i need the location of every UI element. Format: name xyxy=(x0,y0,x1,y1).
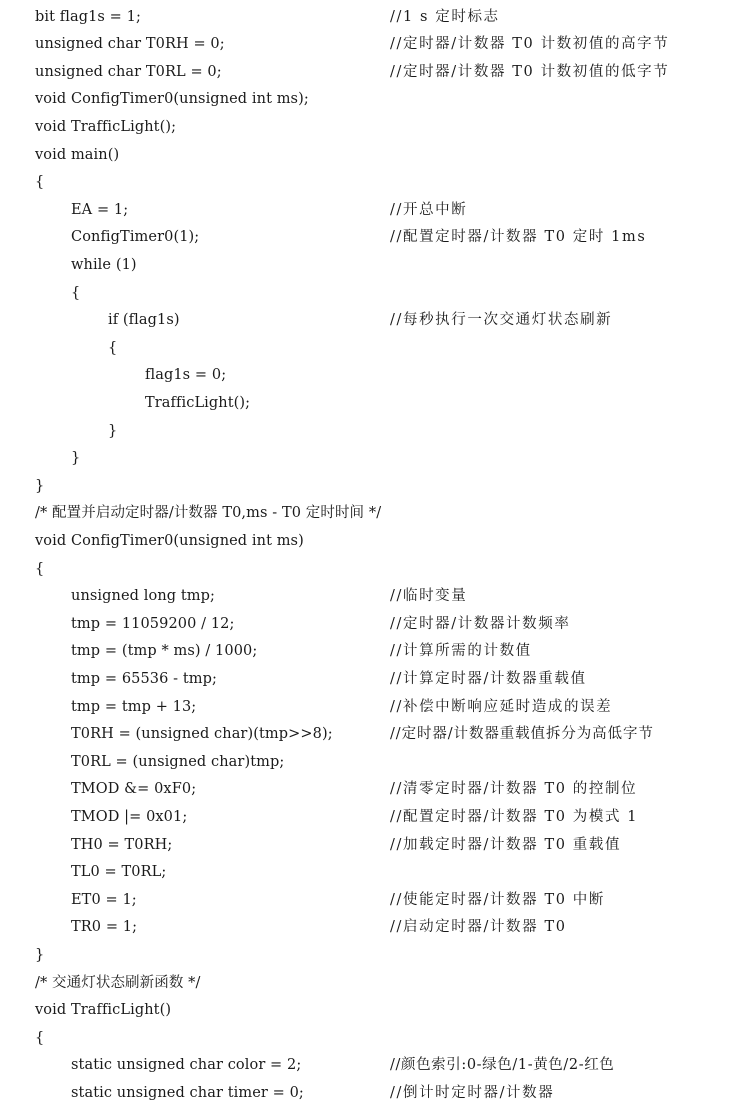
code-line xyxy=(0,500,749,528)
code-text: TR0 = 1; xyxy=(71,919,138,936)
code-comment: //配置定时器/计数器 T0 定时 1ms xyxy=(390,229,647,246)
code-text: { xyxy=(35,174,45,191)
code-line xyxy=(0,142,749,170)
code-line xyxy=(0,970,749,998)
code-text: EA = 1; xyxy=(71,201,129,218)
code-text: if (flag1s) xyxy=(108,312,180,329)
code-text: } xyxy=(71,450,81,467)
code-line xyxy=(0,307,749,335)
code-comment: //清零定时器/计数器 T0 的控制位 xyxy=(390,781,638,798)
code-line xyxy=(0,280,749,308)
code-line xyxy=(0,335,749,363)
code-line xyxy=(0,997,749,1025)
code-text: static unsigned char color = 2; xyxy=(71,1057,302,1074)
code-line xyxy=(0,776,749,804)
code-text: void TrafficLight() xyxy=(35,1002,172,1019)
code-line xyxy=(0,390,749,418)
code-text: TMOD &= 0xF0; xyxy=(71,781,197,798)
code-line xyxy=(0,114,749,142)
code-comment: //计算所需的计数值 xyxy=(390,643,532,660)
code-comment: //配置定时器/计数器 T0 为模式 1 xyxy=(390,808,639,825)
code-text: } xyxy=(35,946,45,963)
code-line xyxy=(0,197,749,225)
code-text: /* 交通灯状态刷新函数 */ xyxy=(35,974,201,991)
code-line xyxy=(0,914,749,942)
code-comment: //定时器/计数器 T0 计数初值的低字节 xyxy=(390,63,670,80)
code-text: /* 配置并启动定时器/计数器 T0,ms - T0 定时时间 */ xyxy=(35,505,382,522)
code-comment: //倒计时定时器/计数器 xyxy=(390,1084,555,1101)
code-text: unsigned char T0RH = 0; xyxy=(35,36,225,53)
code-comment: //定时器/计数器 T0 计数初值的高字节 xyxy=(390,36,670,53)
code-line xyxy=(0,86,749,114)
code-line xyxy=(0,666,749,694)
code-text: void ConfigTimer0(unsigned int ms); xyxy=(35,91,309,108)
code-text: tmp = 11059200 / 12; xyxy=(71,615,235,632)
code-text: unsigned char T0RL = 0; xyxy=(35,63,222,80)
code-text: { xyxy=(35,560,45,577)
code-text: bit flag1s = 1; xyxy=(35,8,141,25)
code-text: void ConfigTimer0(unsigned int ms) xyxy=(35,532,304,549)
code-text: tmp = 65536 - tmp; xyxy=(71,670,218,687)
code-line xyxy=(0,804,749,832)
code-text: T0RL = (unsigned char)tmp; xyxy=(71,753,285,770)
code-comment: //加载定时器/计数器 T0 重载值 xyxy=(390,836,622,853)
code-text: void main() xyxy=(35,146,120,163)
code-line xyxy=(0,832,749,860)
code-text: TL0 = T0RL; xyxy=(71,864,167,881)
code-comment: //开总中断 xyxy=(390,201,468,218)
code-text: tmp = tmp + 13; xyxy=(71,698,197,715)
code-text: { xyxy=(35,1029,45,1046)
code-line xyxy=(0,556,749,584)
code-line xyxy=(0,721,749,749)
code-text: TH0 = T0RH; xyxy=(71,836,173,853)
code-line xyxy=(0,362,749,390)
code-line xyxy=(0,583,749,611)
code-text: ET0 = 1; xyxy=(71,891,137,908)
code-line xyxy=(0,942,749,970)
code-comment: //颜色索引:0-绿色/1-黄色/2-红色 xyxy=(390,1057,615,1074)
code-comment: //计算定时器/计数器重载值 xyxy=(390,670,587,687)
code-comment: //补偿中断响应延时造成的误差 xyxy=(390,698,613,715)
code-line xyxy=(0,859,749,887)
code-line xyxy=(0,611,749,639)
code-line xyxy=(0,252,749,280)
code-comment: //1 s 定时标志 xyxy=(390,8,500,25)
code-text: while (1) xyxy=(71,256,137,273)
code-text: static unsigned char timer = 0; xyxy=(71,1084,304,1101)
code-text: { xyxy=(108,339,118,356)
code-line xyxy=(0,638,749,666)
code-line xyxy=(0,31,749,59)
code-line xyxy=(0,473,749,501)
code-line xyxy=(0,445,749,473)
code-text: TMOD |= 0x01; xyxy=(71,808,188,825)
code-text: tmp = (tmp * ms) / 1000; xyxy=(71,643,258,660)
code-text: } xyxy=(108,422,118,439)
code-comment: //定时器/计数器计数频率 xyxy=(390,615,571,632)
code-text: ConfigTimer0(1); xyxy=(71,229,200,246)
code-line xyxy=(0,1052,749,1080)
code-line xyxy=(0,224,749,252)
code-line xyxy=(0,1025,749,1053)
code-line xyxy=(0,528,749,556)
code-text: unsigned long tmp; xyxy=(71,588,215,605)
code-comment: //每秒执行一次交通灯状态刷新 xyxy=(390,312,613,329)
code-text: } xyxy=(35,477,45,494)
code-line xyxy=(0,169,749,197)
code-text: void TrafficLight(); xyxy=(35,118,177,135)
code-text: flag1s = 0; xyxy=(145,367,227,384)
code-line xyxy=(0,418,749,446)
code-comment: //定时器/计数器重载值拆分为高低字节 xyxy=(390,726,654,743)
code-comment: //使能定时器/计数器 T0 中断 xyxy=(390,891,605,908)
code-text: TrafficLight(); xyxy=(145,394,251,411)
code-text: { xyxy=(71,284,81,301)
code-comment: //临时变量 xyxy=(390,588,468,605)
code-line xyxy=(0,1080,749,1108)
code-line xyxy=(0,4,749,32)
code-line xyxy=(0,887,749,915)
code-line xyxy=(0,749,749,777)
code-text: T0RH = (unsigned char)(tmp>>8); xyxy=(71,726,333,743)
code-comment: //启动定时器/计数器 T0 xyxy=(390,919,567,936)
code-line xyxy=(0,59,749,87)
code-line xyxy=(0,694,749,722)
